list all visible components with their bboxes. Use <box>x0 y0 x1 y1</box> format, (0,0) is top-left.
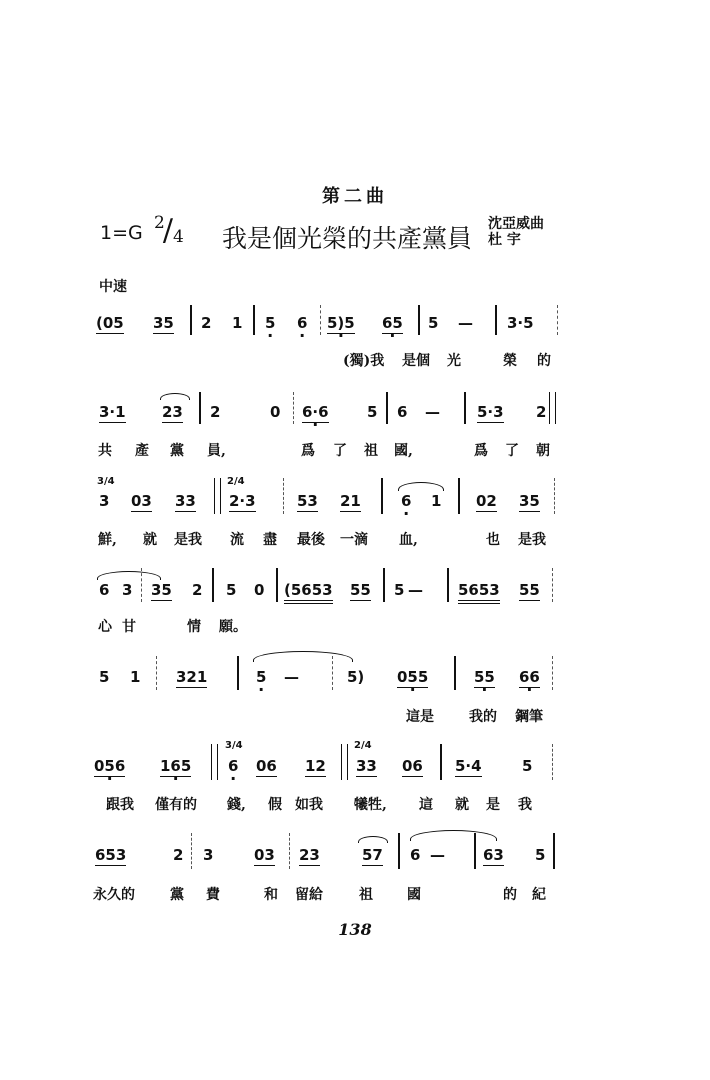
note: 2 <box>210 403 221 421</box>
barline <box>458 478 460 514</box>
note: 5 <box>367 403 378 421</box>
lyric: 也 <box>486 532 500 548</box>
note-group: 5·3 <box>477 403 504 421</box>
note: 5 · <box>265 314 275 332</box>
lyric: 是 <box>486 797 500 813</box>
tie-arc <box>358 836 388 843</box>
note-group: 3·1 <box>99 403 126 421</box>
dashed-barline <box>552 744 553 780</box>
note-group: 35 <box>519 492 540 510</box>
lyric: 國, <box>394 443 413 459</box>
note-group: 65 · <box>382 314 403 334</box>
dashed-barline <box>141 568 142 602</box>
note-group: 165 · <box>160 757 191 777</box>
lyric: 情 <box>187 619 201 635</box>
lyric: 甘 <box>122 619 136 635</box>
note: 3 <box>203 846 214 864</box>
double-barline <box>214 478 221 514</box>
meter-change: 2/4 <box>354 740 372 751</box>
meter-change: 3/4 <box>225 740 243 751</box>
note-group: 6·6 · <box>302 403 329 423</box>
lyric: 我的 <box>469 709 497 725</box>
note: 0 <box>270 403 281 421</box>
note-group: 33 <box>356 757 377 775</box>
lyric: 永久的 <box>93 887 135 903</box>
note: 5 <box>535 846 546 864</box>
tie-arc <box>410 830 497 841</box>
note-group: 12 <box>305 757 326 775</box>
barline <box>383 568 385 602</box>
lyric: 祖 <box>364 443 378 459</box>
section-title: 第二曲 <box>322 186 388 207</box>
barline <box>495 305 497 335</box>
note-group: 33 <box>175 492 196 510</box>
lyric: 鋼筆 <box>515 709 543 725</box>
lyric: 血, <box>399 532 418 548</box>
lyric: 心 <box>98 619 112 635</box>
extension-dash: — <box>284 668 299 686</box>
note: 1 <box>232 314 243 332</box>
song-title: 我是個光榮的共產黨員 <box>222 224 473 253</box>
extension-dash: — <box>408 581 423 599</box>
lyric: (獨)我 <box>343 353 385 369</box>
lyric: 錢, <box>227 797 246 813</box>
barline <box>381 478 383 514</box>
dashed-barline <box>293 392 294 424</box>
lyric: 榮 <box>503 353 517 369</box>
note: 5 · <box>256 668 266 686</box>
lyric: 爲 <box>301 443 315 459</box>
double-barline <box>211 744 218 780</box>
note-group: 321 <box>176 668 208 686</box>
note: 0 <box>254 581 265 599</box>
lyric: 留給 <box>295 887 323 903</box>
note-group: 53 <box>297 492 318 510</box>
barline <box>276 568 278 602</box>
double-barline <box>549 392 556 424</box>
lyric: 一滴 <box>340 532 368 548</box>
lyric: 是個 <box>402 353 430 369</box>
note: 3 <box>122 581 133 599</box>
note-group: (05 <box>96 314 124 332</box>
barline <box>464 392 466 424</box>
dashed-barline <box>552 568 553 602</box>
barline <box>398 833 400 869</box>
lyric: 願。 <box>219 619 247 635</box>
note: 2 <box>173 846 184 864</box>
note: 5 <box>394 581 405 599</box>
double-barline <box>341 744 348 780</box>
lyric: 產 <box>135 443 149 459</box>
dashed-barline <box>554 478 555 514</box>
note: 5 <box>99 668 110 686</box>
lyric: 了 <box>505 443 519 459</box>
note-group: 63 <box>483 846 504 864</box>
note-group: 23 <box>299 846 320 864</box>
lyric: 國 <box>407 887 421 903</box>
dashed-barline <box>289 833 290 869</box>
barline <box>454 656 456 690</box>
barline <box>440 744 442 780</box>
meter-change: 2/4 <box>227 476 245 487</box>
note-group: 35 <box>153 314 174 332</box>
note: 5 <box>522 757 533 775</box>
dashed-barline <box>552 656 553 690</box>
barline <box>474 833 476 869</box>
note: 6 · <box>297 314 307 332</box>
lyric: 最後 <box>297 532 325 548</box>
lyric: 員, <box>207 443 226 459</box>
lyric: 黨 <box>170 443 184 459</box>
lyric: 是我 <box>518 532 546 548</box>
note-group: 3·5 <box>507 314 534 332</box>
barline <box>447 568 449 602</box>
lyric: 祖 <box>359 887 373 903</box>
note: 5 <box>428 314 439 332</box>
lyric: 這 <box>419 797 433 813</box>
extension-dash: — <box>425 403 440 421</box>
note-group: 5)5 · <box>327 314 355 334</box>
lyric: 這是 <box>406 709 434 725</box>
page-number: 138 <box>338 920 372 939</box>
lyric: 就 <box>455 797 469 813</box>
note-group: 35 <box>151 581 172 599</box>
lyric: 鮮, <box>98 532 117 548</box>
note-group: 03 <box>254 846 275 864</box>
tie-arc <box>97 571 161 580</box>
note-group: 5·4 <box>455 757 482 775</box>
note: 6 <box>99 581 110 599</box>
dashed-barline <box>332 656 333 690</box>
lyric: 僅有的 <box>155 797 197 813</box>
time-signature: $^2/_4$ <box>154 213 184 248</box>
lyric: 我 <box>518 797 532 813</box>
note-group: 23 <box>162 403 183 421</box>
note-group: 5653 <box>458 581 500 604</box>
note: 2 <box>192 581 203 599</box>
lyric: 跟我 <box>106 797 134 813</box>
dashed-barline <box>191 833 192 869</box>
note-group: 06 <box>256 757 277 775</box>
lyric: 光 <box>447 353 461 369</box>
note: 3 <box>99 492 110 510</box>
note-group: 02 <box>476 492 497 510</box>
note: 6 · <box>228 757 238 775</box>
lyric: 盡 <box>263 532 277 548</box>
barline <box>237 656 239 690</box>
key-signature: 1=G <box>100 222 143 244</box>
lyric: 黨 <box>170 887 184 903</box>
meter-change: 3/4 <box>97 476 115 487</box>
note-group: 06 <box>402 757 423 775</box>
note: 1 <box>431 492 442 510</box>
lyric: 共 <box>98 443 112 459</box>
extension-dash: — <box>458 314 473 332</box>
lyric: 是我 <box>174 532 202 548</box>
note: 2 <box>201 314 212 332</box>
tie-arc <box>398 482 444 491</box>
tie-arc <box>160 393 190 400</box>
lyricist-credit: 杜 宇 <box>488 232 521 248</box>
note: 1 <box>130 668 141 686</box>
tie-arc <box>253 651 353 662</box>
lyric: 流 <box>230 532 244 548</box>
note-group: 66 · <box>519 668 540 688</box>
note-group: 21 <box>340 492 361 510</box>
lyric: 費 <box>206 887 220 903</box>
note-group: (5653 <box>284 581 333 604</box>
dashed-barline <box>283 478 284 514</box>
note-group: 653 <box>95 846 127 864</box>
tempo-marking: 中速 <box>99 279 127 295</box>
note: 2 <box>536 403 547 421</box>
note-group: 57 <box>362 846 383 864</box>
note: 5) <box>347 668 365 686</box>
note-group: 55 <box>519 581 540 599</box>
barline <box>418 305 420 335</box>
barline <box>553 833 555 869</box>
lyric: 犧牲, <box>354 797 387 813</box>
lyric: 紀 <box>532 887 546 903</box>
lyric: 的 <box>503 887 517 903</box>
composer-credit: 沈亞威曲 <box>488 216 544 232</box>
barline <box>386 392 388 424</box>
lyric: 如我 <box>295 797 323 813</box>
note: 6 · <box>401 492 411 510</box>
note-group: 056 · <box>94 757 125 777</box>
lyric: 就 <box>143 532 157 548</box>
lyric: 的 <box>537 353 551 369</box>
note: 6 <box>410 846 421 864</box>
dashed-barline <box>320 305 321 335</box>
barline <box>212 568 214 602</box>
barline <box>253 305 255 335</box>
dashed-barline <box>156 656 157 690</box>
extension-dash: — <box>430 846 445 864</box>
lyric: 了 <box>333 443 347 459</box>
lyric: 朝 <box>536 443 550 459</box>
barline <box>190 305 192 335</box>
note-group: 55 <box>350 581 371 599</box>
note: 5 <box>226 581 237 599</box>
dashed-barline <box>557 305 558 335</box>
note-group: 55 · <box>474 668 495 688</box>
note-group: 2·3 <box>229 492 256 510</box>
note-group: 03 <box>131 492 152 510</box>
note: 6 <box>397 403 408 421</box>
lyric: 假 <box>268 797 282 813</box>
barline <box>199 392 201 424</box>
note-group: 055 · <box>397 668 428 688</box>
lyric: 和 <box>264 887 278 903</box>
lyric: 爲 <box>474 443 488 459</box>
